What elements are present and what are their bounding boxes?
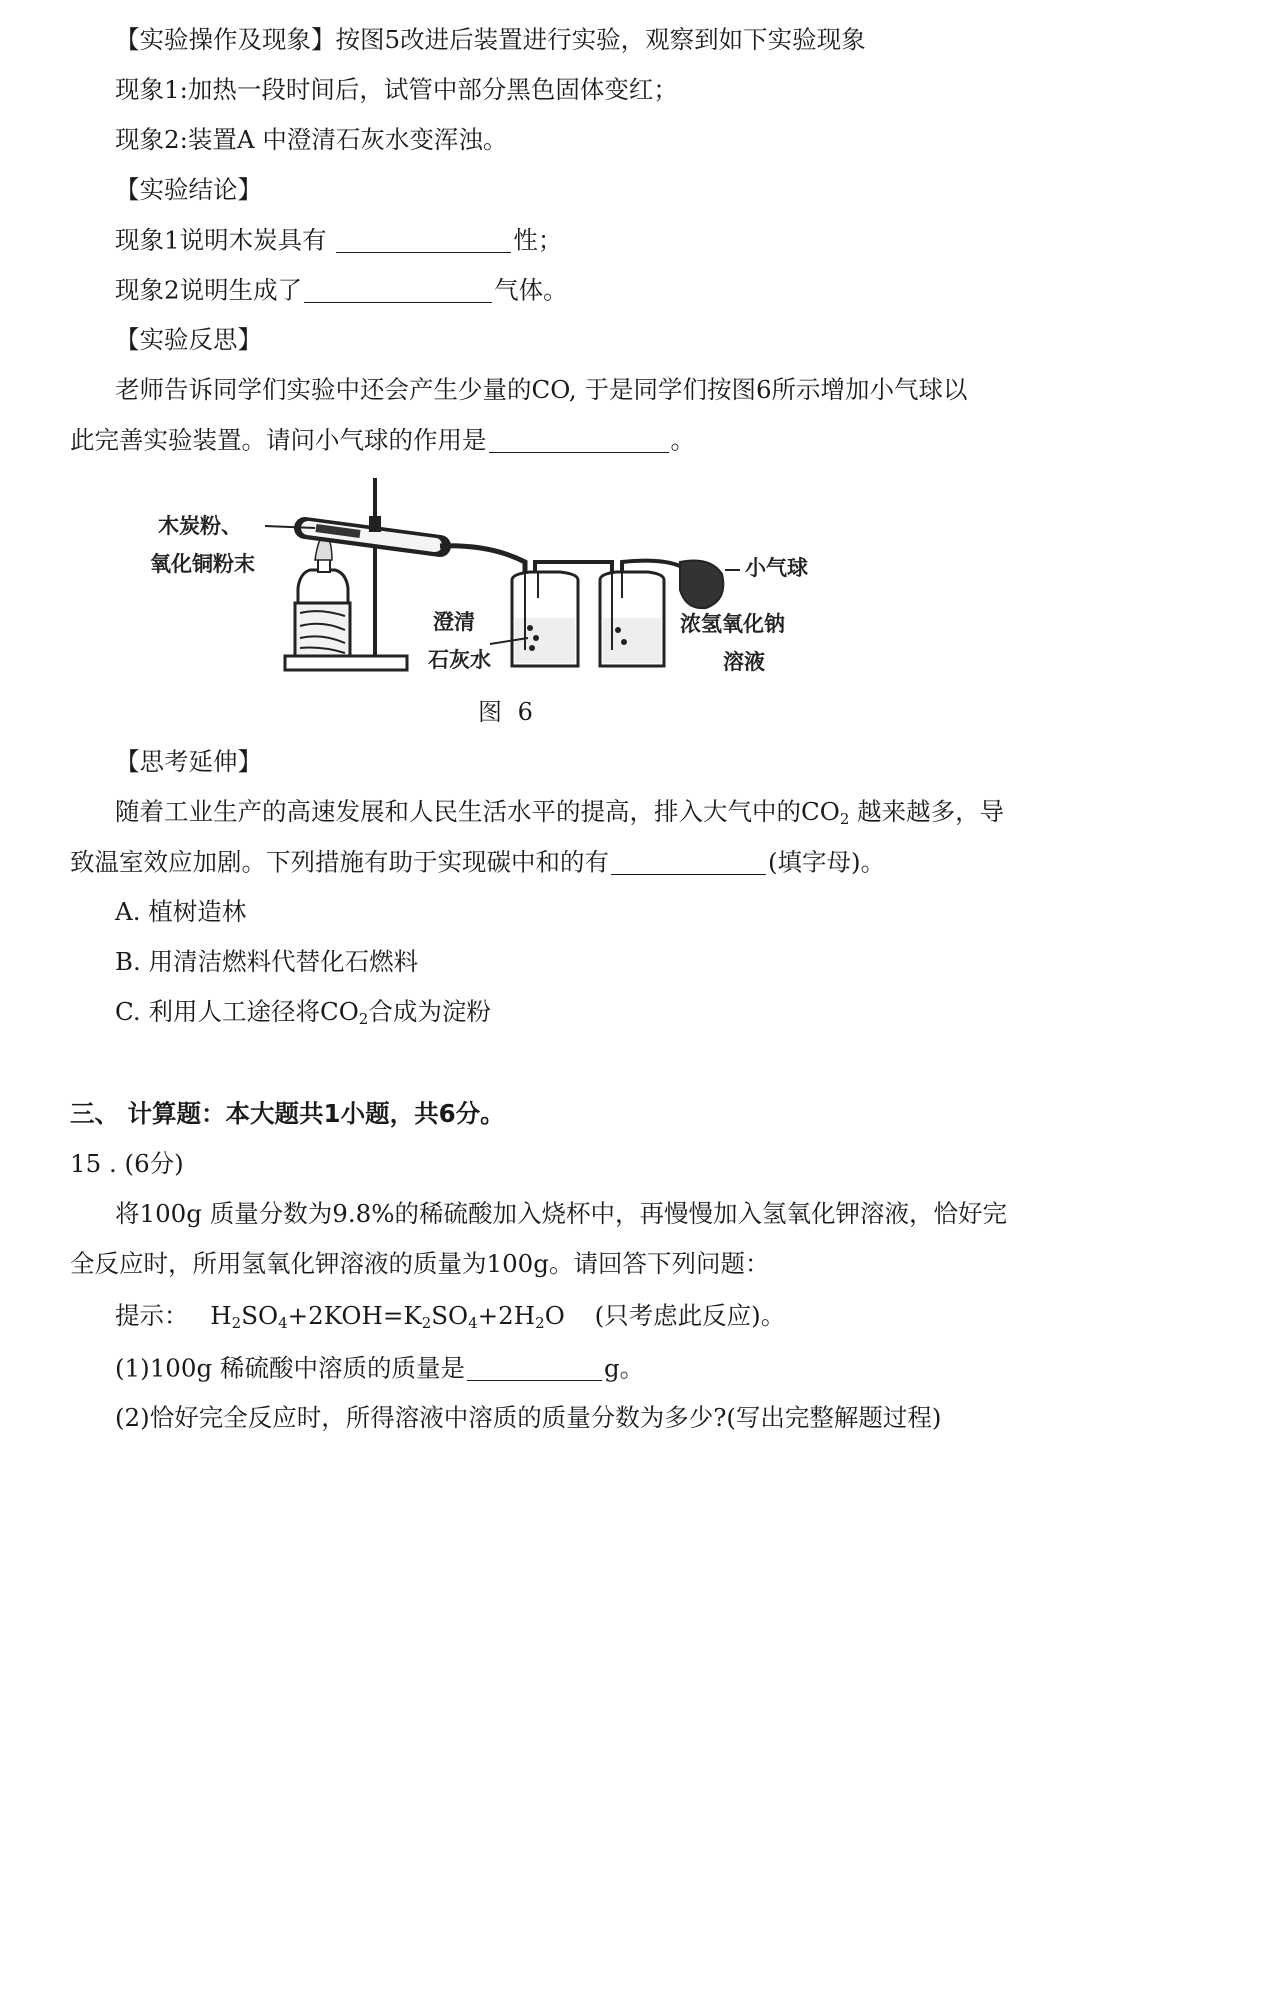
delivery-tube-2: [622, 561, 680, 572]
option-b: B. 用清洁燃料代替化石燃料: [115, 947, 419, 976]
subscript: 2: [231, 1314, 242, 1332]
clamp: [369, 516, 381, 532]
phenomenon-1: 现象1:加热一段时间后，试管中部分黑色固体变红；: [115, 75, 678, 104]
answer-blank-gas[interactable]: [304, 278, 492, 303]
question-line-1: 将100g 质量分数为9.8%的稀硫酸加入烧杯中，再慢慢加入氢氧化钾溶液，恰好完: [115, 1199, 1007, 1228]
conclusion-1-suffix: 性；: [513, 225, 563, 255]
subscript: 4: [468, 1314, 478, 1332]
figure-caption: 图 6: [478, 698, 537, 726]
hint-prefix: 提示：: [115, 1301, 189, 1330]
question-number: 15 . (6分): [70, 1149, 184, 1178]
balloon: [680, 561, 723, 609]
alcohol-lamp: [298, 570, 348, 603]
extension-line-1: [115, 797, 1005, 828]
sub-question-1-suffix: g。: [603, 1353, 645, 1383]
label-limewater-line-1: 澄清: [433, 610, 475, 634]
conclusion-2-suffix: 气体。: [494, 275, 568, 305]
stand-base: [285, 656, 407, 670]
subscript: 2: [421, 1314, 432, 1332]
bubble: [615, 627, 621, 633]
answer-blank-balloon[interactable]: [489, 428, 669, 453]
extension-line-2: [70, 847, 886, 877]
delivery-tube-1: [440, 546, 525, 572]
reflection-line-2-prefix: 此完善实验装置。请问小气球的作用是: [70, 425, 487, 455]
subscript: 2: [535, 1314, 545, 1332]
equation-text: SO: [431, 1301, 469, 1330]
label-limewater-line-2: 石灰水: [428, 648, 491, 672]
option-c-prefix: C. 利用人工途径将CO: [115, 997, 359, 1026]
question-line-2: 全反应时，所用氢氧化钾溶液的质量为100g。请回答下列问题：: [70, 1249, 770, 1278]
bubble: [527, 625, 533, 631]
bubble: [529, 645, 535, 651]
hint-suffix: (只考虑此反应)。: [594, 1301, 786, 1330]
answer-blank-measures[interactable]: [611, 850, 766, 875]
bubble: [533, 635, 539, 641]
subscript: 4: [278, 1314, 288, 1332]
bubble: [621, 639, 627, 645]
reflection-header: 【实验反思】: [115, 325, 262, 354]
equation-text: +2H: [477, 1301, 536, 1330]
conclusion-2-prefix: 现象2说明生成了: [115, 275, 303, 305]
operation-line: 【实验操作及现象】按图5改进后装置进行实验，观察到如下实验现象: [115, 25, 866, 54]
apparatus-diagram: [150, 478, 830, 688]
sub-question-1-prefix: (1)100g 稀硫酸中溶质的质量是: [115, 1353, 465, 1383]
label-naoh-line-2: 溶液: [723, 650, 765, 674]
conclusion-2: [115, 275, 568, 305]
conclusion-header: 【实验结论】: [115, 175, 262, 204]
extension-line-1-prefix: 随着工业生产的高速发展和人民生活水平的提高，排入大气中的CO: [115, 797, 840, 826]
subscript: 2: [358, 1010, 369, 1028]
chemical-equation: [210, 1301, 564, 1330]
option-c-suffix: 合成为淀粉: [368, 997, 491, 1026]
reflection-line-1: 老师告诉同学们实验中还会产生少量的CO, 于是同学们按图6所示增加小气球以: [115, 375, 968, 404]
extension-line-2-suffix: (填字母)。: [768, 847, 886, 877]
answer-blank-property[interactable]: [336, 228, 511, 253]
extension-line-2-prefix: 致温室效应加剧。下列措施有助于实现碳中和的有: [70, 847, 609, 877]
reflection-line-2: [70, 425, 695, 455]
label-balloon: 小气球: [745, 556, 808, 580]
subscript: 2: [839, 810, 850, 828]
sub-question-2: (2)恰好完全反应时，所得溶液中溶质的质量分数为多少?(写出完整解题过程): [115, 1403, 942, 1432]
option-c: [115, 997, 491, 1028]
equation-text: O: [544, 1301, 565, 1330]
extension-header: 【思考延伸】: [115, 747, 262, 776]
label-naoh-line-1: 浓氢氧化钠: [680, 612, 785, 636]
phenomenon-2: 现象2:装置A 中澄清石灰水变浑浊。: [115, 125, 508, 154]
equation-text: SO: [241, 1301, 279, 1330]
extension-line-1-suffix: 越来越多，导: [849, 797, 1005, 826]
reflection-line-2-suffix: 。: [670, 425, 695, 455]
equation-text: +2KOH=K: [287, 1301, 422, 1330]
answer-blank-solute-mass[interactable]: [467, 1356, 602, 1381]
equation-text: H: [210, 1301, 232, 1330]
section-3-title: 三、 计算题：本大题共1小题，共6分。: [70, 1099, 505, 1128]
option-a: A. 植树造林: [115, 897, 247, 926]
conclusion-1: [115, 225, 563, 255]
label-tube-line-2: 氧化铜粉末: [150, 552, 255, 576]
hint-line: [115, 1301, 786, 1332]
label-tube-line-1: 木炭粉、: [158, 514, 242, 538]
conclusion-1-prefix: 现象1说明木炭具有: [115, 225, 335, 255]
sub-question-1: [115, 1353, 645, 1383]
